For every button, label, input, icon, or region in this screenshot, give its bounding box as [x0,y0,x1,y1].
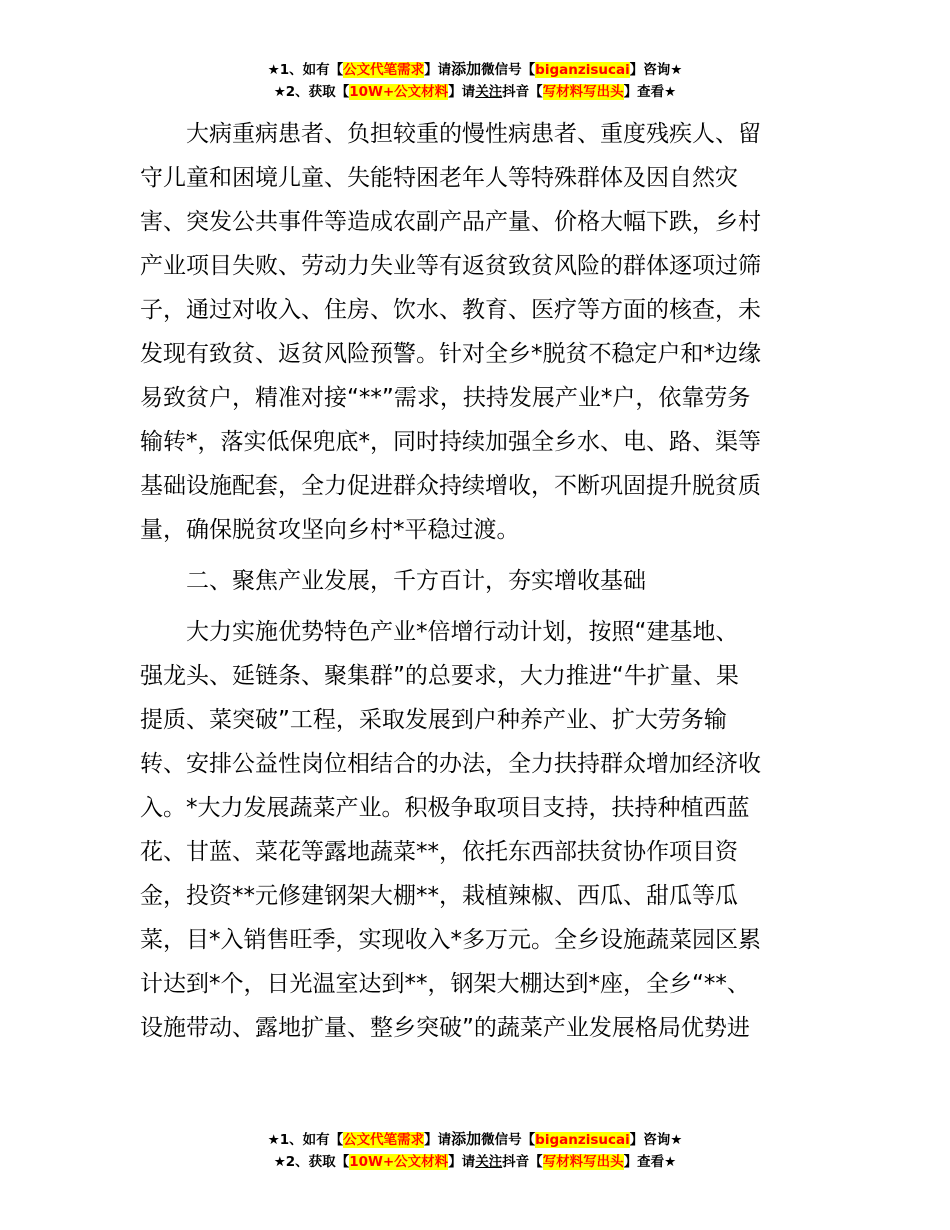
text-line: 发现有致贫、返贫风险预警。针对全乡*脱贫不稳定户和*边缘 [140,341,761,367]
paragraph [140,112,815,552]
banner-text: 】咨询★ [629,62,683,78]
banner-text: 】查看★ [623,84,677,100]
heading-line: 二、聚焦产业发展，千方百计，夯实增收基础 [186,568,646,594]
document-body [140,112,815,1057]
text-line: 害、突发公共事件等造成农副产品产量、价格大幅下跌，乡村 [140,209,761,235]
banner-text: 】咨询★ [629,1132,683,1148]
banner-text: 关注 [475,84,503,100]
highlight-douyin-id: 写材料写出头 [542,84,624,100]
banner-text: 添加 [451,60,482,78]
banner-text: ★1、如有【 [267,62,344,78]
text-line: 菜，目*入销售旺季，实现收入*多万元。全乡设施蔬菜园区累 [140,927,761,953]
banner-text: 】请 [424,62,452,78]
text-line: 入。*大力发展蔬菜产业。积极争取项目支持，扶持种植西蓝 [140,795,750,821]
text-line: 花、甘蓝、菜花等露地蔬菜**，依托东西部扶贫协作项目资 [140,839,738,865]
text-line: 易致贫户，精准对接“**”需求，扶持发展产业*户，依靠劳务 [140,385,751,411]
text-line: 转、安排公益性岗位相结合的办法，全力扶持群众增加经济收 [140,751,761,777]
header-banner [0,58,950,103]
text-line: 大病重病患者、负担较重的慢性病患者、重度残疾人、留 [186,121,761,147]
banner-line-2 [0,81,950,103]
paragraph [140,610,815,1050]
text-line: 量，确保脱贫攻坚向乡村*平稳过渡。 [140,517,520,543]
highlight-materials: 10W+公文材料 [349,84,449,100]
banner-text: 】查看★ [623,1154,677,1170]
text-line: 金，投资**元修建钢架大棚**，栽植辣椒、西瓜、甜瓜等瓜 [140,883,738,909]
section-heading [140,559,815,603]
banner-text: 】请 [424,1132,452,1148]
banner-text: 微信号【 [481,62,536,78]
text-line: 设施带动、露地扩量、整乡突破”的蔬菜产业发展格局优势进 [140,1015,750,1041]
text-line: 计达到*个，日光温室达到**，钢架大棚达到*座，全乡“**、 [140,971,750,997]
text-line: 守儿童和困境儿童、失能特困老年人等特殊群体及因自然灾 [140,165,738,191]
text-line: 强龙头、延链条、聚集群”的总要求，大力推进“牛扩量、果 [140,663,739,689]
text-line: 子，通过对收入、住房、饮水、教育、医疗等方面的核查，未 [140,297,761,323]
banner-text: 微信号【 [481,1132,536,1148]
banner-text: 抖音【 [502,1154,543,1170]
banner-text: ★1、如有【 [267,1132,344,1148]
text-line: 提质、菜突破”工程，采取发展到户种养产业、扩大劳务输 [140,707,727,733]
banner-text: ★2、获取【 [273,84,350,100]
highlight-douyin-id: 写材料写出头 [542,1154,624,1170]
banner-text: 抖音【 [502,84,543,100]
banner-text: 】请 [448,1154,476,1170]
footer-banner [0,1128,950,1173]
banner-text: 添加 [451,1130,482,1148]
banner-text: ★2、获取【 [273,1154,350,1170]
highlight-service: 公文代笔需求 [343,62,425,78]
highlight-wechat-id: biganzisucai [535,1132,630,1148]
text-line: 大力实施优势特色产业*倍增行动计划，按照“建基地、 [186,619,739,645]
text-line: 输转*，落实低保兜底*，同时持续加强全乡水、电、路、渠等 [140,429,761,455]
banner-line-1 [0,58,950,81]
text-line: 产业项目失败、劳动力失业等有返贫致贫风险的群体逐项过筛 [140,253,761,279]
banner-text: 关注 [475,1154,503,1170]
banner-line-1 [0,1128,950,1151]
text-line: 基础设施配套，全力促进群众持续增收，不断巩固提升脱贫质 [140,473,761,499]
highlight-materials: 10W+公文材料 [349,1154,449,1170]
highlight-service: 公文代笔需求 [343,1132,425,1148]
banner-text: 】请 [448,84,476,100]
highlight-wechat-id: biganzisucai [535,62,630,78]
banner-line-2 [0,1151,950,1173]
